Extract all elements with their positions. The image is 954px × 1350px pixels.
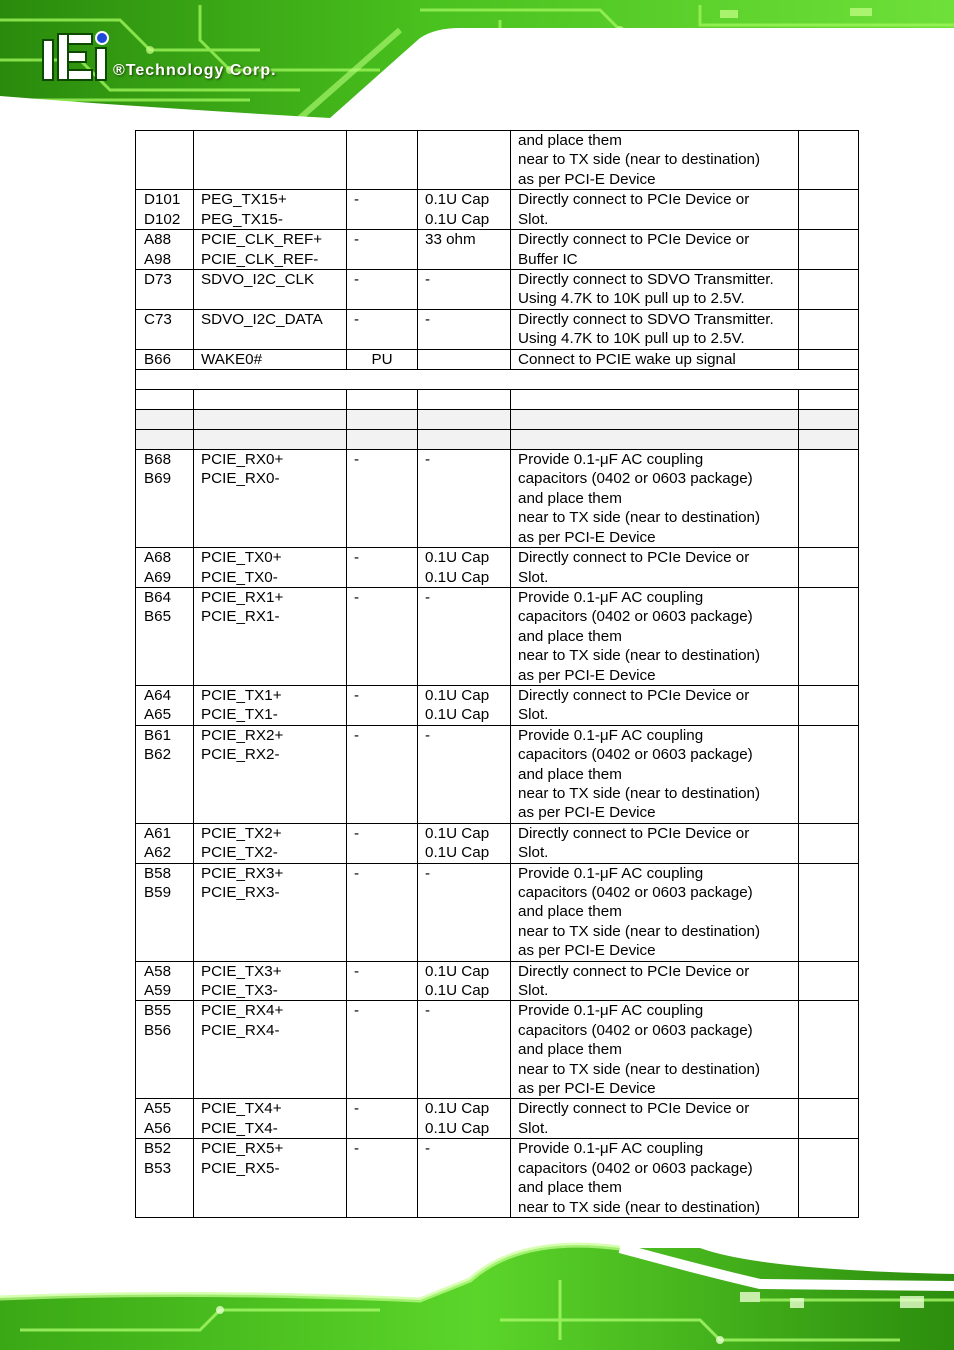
component-cell: 0.1U Cap 0.1U Cap	[418, 823, 511, 863]
component-cell	[418, 410, 511, 430]
description-cell: Provide 0.1-μF AC coupling capacitors (0402 or 0603 package) and place them near to TX side (near to destination) as per PCI-E Device	[511, 1001, 799, 1099]
signal-name-cell: PCIE_TX2+ PCIE_TX2-	[194, 823, 347, 863]
signal-name-cell	[194, 410, 347, 430]
description-cell: Directly connect to PCIe Device or Buffer IC	[511, 230, 799, 270]
table-row	[136, 230, 859, 270]
notes-cell	[799, 1099, 859, 1139]
notes-cell	[799, 823, 859, 863]
pin-numbers-cell	[136, 410, 194, 430]
table-row	[136, 370, 859, 390]
description-cell: Directly connect to PCIe Device or Slot.	[511, 190, 799, 230]
component-cell: 0.1U Cap 0.1U Cap	[418, 190, 511, 230]
notes-cell	[799, 190, 859, 230]
pin-numbers-cell: A58 A59	[136, 961, 194, 1001]
pull-cell: -	[347, 309, 418, 349]
table-row	[136, 430, 859, 450]
pull-cell: -	[347, 1001, 418, 1099]
pull-cell	[347, 430, 418, 450]
signal-name-cell	[194, 131, 347, 190]
notes-cell	[799, 450, 859, 548]
notes-cell	[799, 131, 859, 190]
notes-cell	[799, 863, 859, 961]
description-cell: Directly connect to PCIe Device or Slot.	[511, 961, 799, 1001]
pull-cell: -	[347, 961, 418, 1001]
pin-numbers-cell: B61 B62	[136, 725, 194, 823]
pin-numbers-cell: D73	[136, 270, 194, 310]
notes-cell	[799, 685, 859, 725]
pull-cell: -	[347, 587, 418, 685]
component-cell	[418, 390, 511, 410]
component-cell: 0.1U Cap 0.1U Cap	[418, 961, 511, 1001]
pin-numbers-cell	[136, 131, 194, 190]
table-row	[136, 270, 859, 310]
signal-name-cell: PCIE_TX0+ PCIE_TX0-	[194, 548, 347, 588]
iei-logo-mark	[40, 30, 120, 82]
signal-name-cell: PCIE_TX1+ PCIE_TX1-	[194, 685, 347, 725]
pull-cell: PU	[347, 349, 418, 369]
pull-cell: -	[347, 270, 418, 310]
component-cell: -	[418, 270, 511, 310]
component-cell: -	[418, 1139, 511, 1218]
notes-cell	[799, 1139, 859, 1218]
signal-name-cell: PCIE_RX1+ PCIE_RX1-	[194, 587, 347, 685]
component-cell: 0.1U Cap 0.1U Cap	[418, 685, 511, 725]
pin-numbers-cell: B55 B56	[136, 1001, 194, 1099]
component-cell: -	[418, 1001, 511, 1099]
description-cell	[511, 390, 799, 410]
table-row	[136, 863, 859, 961]
pull-cell: -	[347, 725, 418, 823]
pin-numbers-cell: B52 B53	[136, 1139, 194, 1218]
table-row	[136, 1139, 859, 1218]
notes-cell	[799, 270, 859, 310]
pull-cell: -	[347, 863, 418, 961]
pull-cell: -	[347, 548, 418, 588]
table-row	[136, 410, 859, 430]
pull-cell: -	[347, 1099, 418, 1139]
component-cell: 0.1U Cap 0.1U Cap	[418, 1099, 511, 1139]
pin-numbers-cell: C73	[136, 309, 194, 349]
pull-cell: -	[347, 823, 418, 863]
pin-numbers-cell: B64 B65	[136, 587, 194, 685]
signal-name-cell: PCIE_TX3+ PCIE_TX3-	[194, 961, 347, 1001]
description-cell: Directly connect to PCIe Device or Slot.	[511, 548, 799, 588]
table-row	[136, 587, 859, 685]
signal-name-cell: PCIE_CLK_REF+ PCIE_CLK_REF-	[194, 230, 347, 270]
table-row	[136, 1099, 859, 1139]
signal-name-cell: SDVO_I2C_DATA	[194, 309, 347, 349]
iei-logo	[40, 30, 340, 90]
description-cell: Provide 0.1-μF AC coupling capacitors (0402 or 0603 package) and place them near to TX side (near to destination) as per PCI-E Device	[511, 587, 799, 685]
pull-cell: -	[347, 450, 418, 548]
section-separator-cell	[136, 370, 859, 390]
pin-numbers-cell: A88 A98	[136, 230, 194, 270]
pull-cell: -	[347, 1139, 418, 1218]
pin-numbers-cell: B66	[136, 349, 194, 369]
description-cell	[511, 430, 799, 450]
table-body	[136, 131, 859, 1218]
footer-circuit-banner	[0, 1240, 954, 1350]
signal-name-cell: PCIE_RX5+ PCIE_RX5-	[194, 1139, 347, 1218]
description-cell: Directly connect to SDVO Transmitter. Using 4.7K to 10K pull up to 2.5V.	[511, 309, 799, 349]
pin-numbers-cell: A64 A65	[136, 685, 194, 725]
pin-numbers-cell	[136, 430, 194, 450]
pin-numbers-cell: A68 A69	[136, 548, 194, 588]
signal-name-cell: PCIE_RX2+ PCIE_RX2-	[194, 725, 347, 823]
pull-cell	[347, 390, 418, 410]
component-cell	[418, 349, 511, 369]
pin-numbers-cell: B68 B69	[136, 450, 194, 548]
pin-numbers-cell: A61 A62	[136, 823, 194, 863]
pull-cell: -	[347, 685, 418, 725]
component-cell: -	[418, 587, 511, 685]
table-row	[136, 131, 859, 190]
signal-name-cell: PCIE_RX4+ PCIE_RX4-	[194, 1001, 347, 1099]
description-cell: Provide 0.1-μF AC coupling capacitors (0402 or 0603 package) and place them near to TX side (near to destination) as per PCI-E Device	[511, 863, 799, 961]
description-cell: Provide 0.1-μF AC coupling capacitors (0402 or 0603 package) and place them near to TX side (near to destination) as per PCI-E Device	[511, 450, 799, 548]
notes-cell	[799, 548, 859, 588]
description-cell: and place them near to TX side (near to destination) as per PCI-E Device	[511, 131, 799, 190]
pin-description-table-container	[135, 130, 858, 1218]
notes-cell	[799, 725, 859, 823]
notes-cell	[799, 309, 859, 349]
table-row	[136, 961, 859, 1001]
pull-cell	[347, 131, 418, 190]
component-cell	[418, 430, 511, 450]
signal-name-cell: PCIE_RX3+ PCIE_RX3-	[194, 863, 347, 961]
table-row	[136, 450, 859, 548]
signal-name-cell: PEG_TX15+ PEG_TX15-	[194, 190, 347, 230]
table-row	[136, 309, 859, 349]
signal-name-cell	[194, 430, 347, 450]
signal-name-cell: WAKE0#	[194, 349, 347, 369]
notes-cell	[799, 349, 859, 369]
brand-tagline: ®Technology Corp.	[113, 62, 277, 79]
signal-name-cell: PCIE_TX4+ PCIE_TX4-	[194, 1099, 347, 1139]
component-cell: -	[418, 450, 511, 548]
description-cell	[511, 410, 799, 430]
table-row	[136, 685, 859, 725]
pin-description-table	[135, 130, 859, 1218]
table-row	[136, 349, 859, 369]
signal-name-cell: PCIE_RX0+ PCIE_RX0-	[194, 450, 347, 548]
notes-cell	[799, 587, 859, 685]
pull-cell: -	[347, 230, 418, 270]
notes-cell	[799, 230, 859, 270]
component-cell: 33 ohm	[418, 230, 511, 270]
description-cell: Provide 0.1-μF AC coupling capacitors (0402 or 0603 package) and place them near to TX side (near to destination)	[511, 1139, 799, 1218]
pin-numbers-cell: A55 A56	[136, 1099, 194, 1139]
notes-cell	[799, 1001, 859, 1099]
component-cell: -	[418, 725, 511, 823]
component-cell: 0.1U Cap 0.1U Cap	[418, 548, 511, 588]
table-row	[136, 823, 859, 863]
pin-numbers-cell: D101 D102	[136, 190, 194, 230]
description-cell: Directly connect to PCIe Device or Slot.	[511, 1099, 799, 1139]
description-cell: Directly connect to PCIe Device or Slot.	[511, 685, 799, 725]
table-row	[136, 390, 859, 410]
pull-cell	[347, 410, 418, 430]
pin-numbers-cell	[136, 390, 194, 410]
table-row	[136, 1001, 859, 1099]
description-cell: Directly connect to PCIe Device or Slot.	[511, 823, 799, 863]
description-cell: Directly connect to SDVO Transmitter. Using 4.7K to 10K pull up to 2.5V.	[511, 270, 799, 310]
description-cell: Provide 0.1-μF AC coupling capacitors (0402 or 0603 package) and place them near to TX side (near to destination) as per PCI-E Device	[511, 725, 799, 823]
signal-name-cell: SDVO_I2C_CLK	[194, 270, 347, 310]
component-cell	[418, 131, 511, 190]
table-row	[136, 190, 859, 230]
signal-name-cell	[194, 390, 347, 410]
notes-cell	[799, 961, 859, 1001]
description-cell: Connect to PCIE wake up signal	[511, 349, 799, 369]
notes-cell	[799, 410, 859, 430]
notes-cell	[799, 390, 859, 410]
pull-cell: -	[347, 190, 418, 230]
pin-numbers-cell: B58 B59	[136, 863, 194, 961]
table-row	[136, 548, 859, 588]
notes-cell	[799, 430, 859, 450]
table-row	[136, 725, 859, 823]
component-cell: -	[418, 863, 511, 961]
component-cell: -	[418, 309, 511, 349]
